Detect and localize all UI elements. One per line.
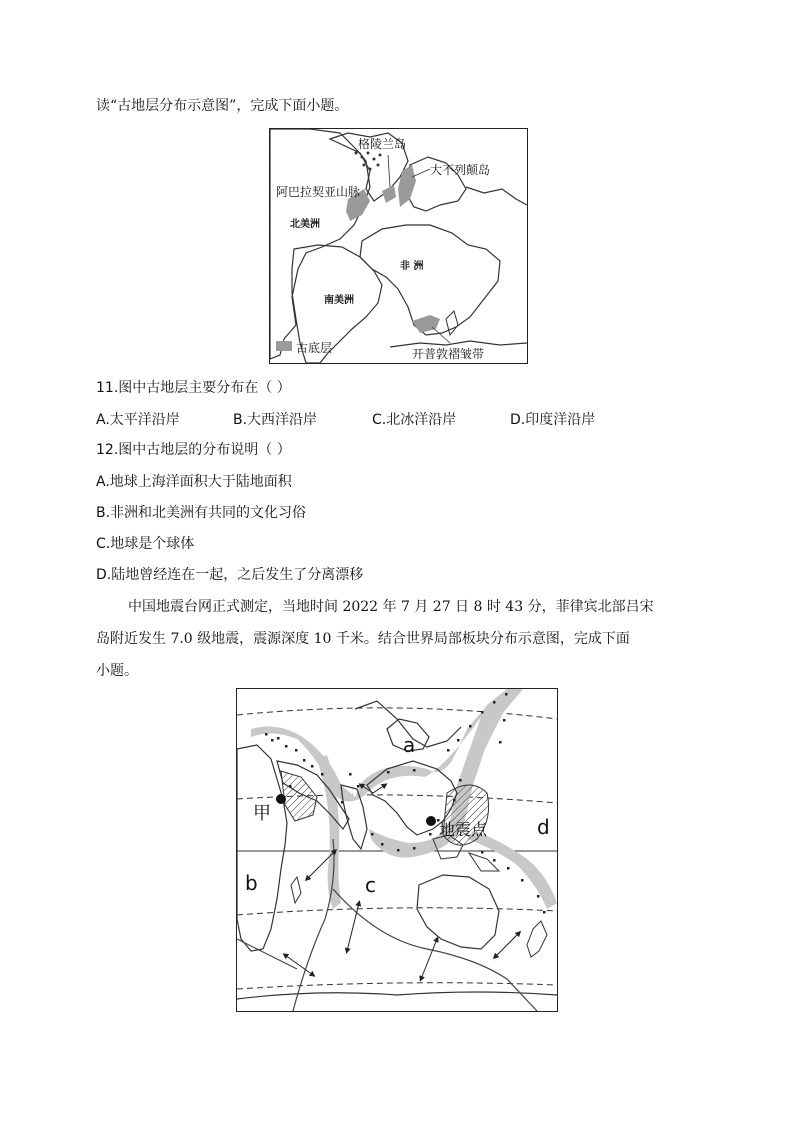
q11-stem: 11.图中古地层主要分布在（ ） — [96, 380, 291, 396]
q12-option-c[interactable]: C.地球是个球体 — [96, 536, 195, 552]
intro-text-2-line-1: 中国地震台网正式测定，当地时间 2022 年 7 月 27 日 8 时 43 分，菲律宾北部吕宋 — [128, 599, 654, 615]
label-greenland: 格陵兰岛 — [358, 137, 407, 151]
label-cape-fold: 开普敦褶皱带 — [412, 347, 485, 361]
legend-swatch — [276, 341, 292, 351]
label-africa: 非 洲 — [400, 261, 424, 272]
intro-text-2-line-2: 岛附近发生 7.0 级地震，震源深度 10 千米。结合世界局部板块分布示意图，完成下面 — [96, 631, 630, 647]
label-appalachian: 阿巴拉契亚山脉 — [276, 185, 361, 199]
q12-option-d[interactable]: D.陆地曾经连在一起，之后发生了分离漂移 — [96, 567, 364, 583]
q11-option-c[interactable]: C.北冰洋沿岸 — [372, 412, 457, 428]
label-britain: 大不列颠岛 — [430, 163, 491, 177]
plate-distribution-map — [236, 688, 558, 1012]
q12-option-a[interactable]: A.地球上海洋面积大于陆地面积 — [96, 474, 292, 490]
intro-text-1: 读“古地层分布示意图”，完成下面小题。 — [96, 98, 349, 114]
label-plate-b: b — [245, 871, 258, 895]
q11-option-a[interactable]: A.太平洋沿岸 — [96, 412, 180, 428]
label-plate-a: a — [403, 733, 416, 757]
label-plate-d: d — [537, 815, 550, 839]
stratum-britain — [398, 165, 416, 207]
paleo-strata-map — [269, 128, 528, 364]
point-jia-marker — [276, 794, 286, 804]
intro-text-2-line-3: 小题。 — [96, 663, 138, 679]
label-point-jia: 甲 — [253, 803, 271, 824]
q11-option-b[interactable]: B.大西洋沿岸 — [233, 412, 318, 428]
label-south-america: 南美洲 — [324, 295, 354, 306]
label-north-america: 北美洲 — [290, 219, 320, 230]
q11-option-d[interactable]: D.印度洋沿岸 — [510, 412, 596, 428]
label-earthquake-point: 地震点 — [439, 820, 488, 839]
label-plate-c: c — [365, 873, 376, 897]
label-legend: 古底层 — [296, 341, 333, 355]
stratum-greenland — [382, 185, 396, 203]
earthquake-point-marker — [426, 816, 436, 826]
q12-option-b[interactable]: B.非洲和北美洲有共同的文化习俗 — [96, 505, 307, 521]
q12-stem: 12.图中古地层的分布说明（ ） — [96, 442, 291, 458]
